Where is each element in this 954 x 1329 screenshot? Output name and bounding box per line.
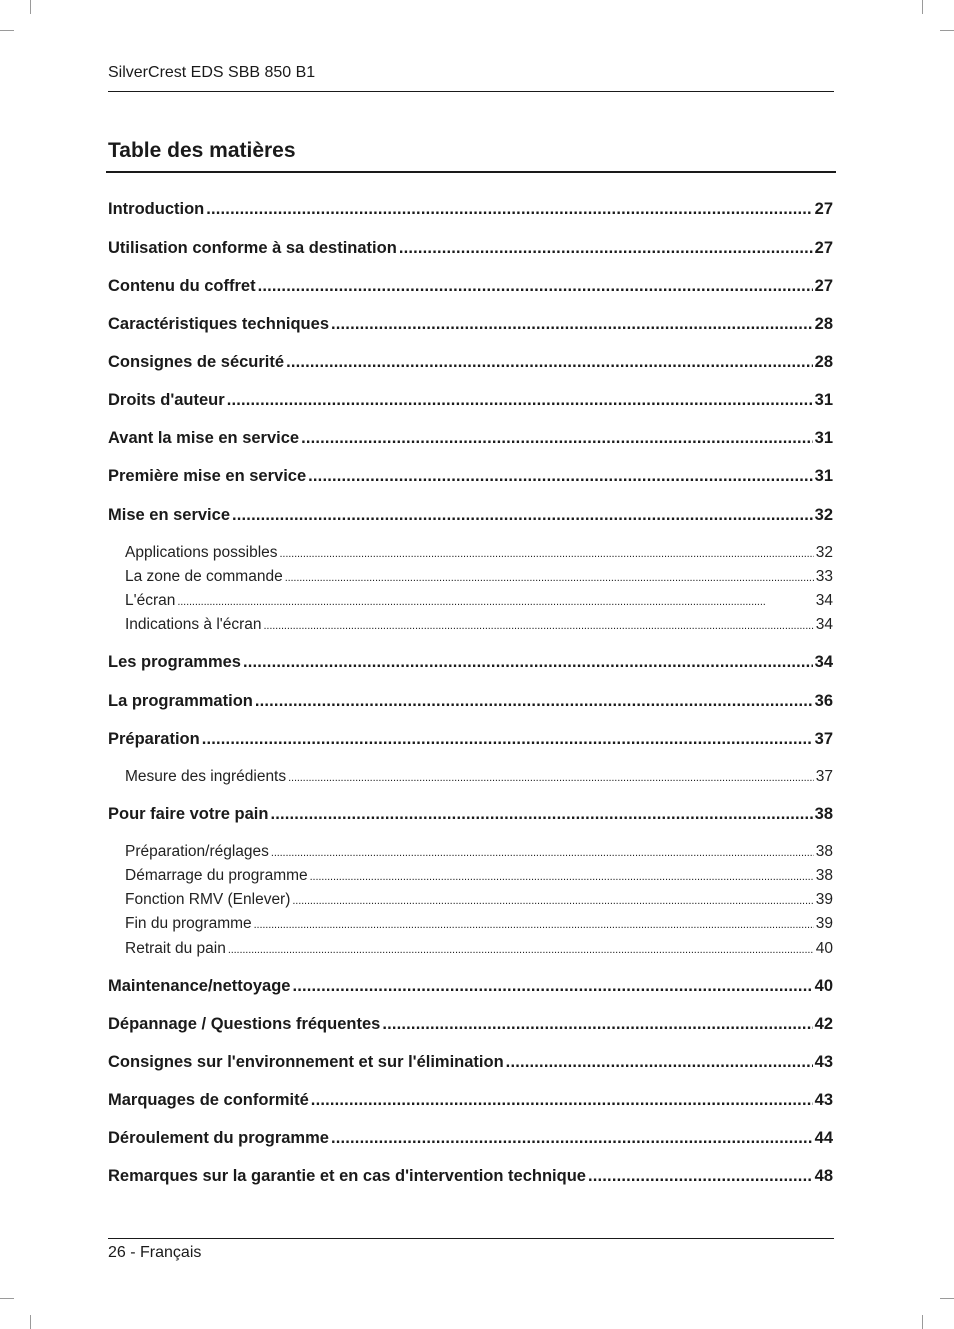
toc-entry-page-number: 32 [815,544,833,561]
dot-leader [301,429,813,448]
toc-entry-page-number: 31 [814,391,833,409]
dot-leader [228,944,814,956]
toc-entry-title: Première mise en service [108,467,307,485]
toc-entry[interactable] [108,1167,833,1186]
toc-entry-page-number: 39 [815,915,833,932]
toc-entry[interactable] [125,544,833,562]
toc-entry-title: Consignes de sécurité [108,353,285,371]
footer-divider [108,1238,834,1239]
crop-mark [922,1315,923,1329]
dot-leader [288,772,814,784]
toc-entry[interactable] [108,506,833,525]
header-divider [108,91,834,92]
toc-entry-page-number: 34 [815,592,833,609]
toc-entry-title: L'écran [125,592,176,609]
toc-entry[interactable] [108,1015,833,1034]
toc-entry[interactable] [108,315,833,334]
toc-entry[interactable] [108,805,833,824]
toc-entry-page-number: 39 [815,891,833,908]
toc-entry[interactable] [108,200,833,219]
dot-leader [331,1129,813,1148]
toc-entry-page-number: 33 [815,568,833,585]
toc-entry[interactable] [125,940,833,958]
toc-entry-page-number: 48 [814,1167,833,1185]
toc-entry[interactable] [108,730,833,749]
toc-entry-page-number: 38 [814,805,833,823]
toc-entry[interactable] [108,239,833,258]
toc-entry-page-number: 43 [814,1091,833,1109]
toc-entry-page-number: 27 [814,200,833,218]
toc-entry-page-number: 38 [815,843,833,860]
crop-mark [940,30,954,31]
dot-leader [280,548,814,560]
dot-leader [232,506,813,525]
toc-entry-page-number: 32 [814,506,833,524]
toc-entry-title: Déroulement du programme [108,1129,329,1147]
toc-entry-title: Retrait du pain [125,940,226,957]
dot-leader [264,620,814,632]
dot-leader [177,596,813,608]
toc-entry[interactable] [108,391,833,410]
toc-entry-title: Avant la mise en service [108,429,300,447]
toc-entry-title: Applications possibles [125,544,278,561]
dot-leader [202,730,813,749]
toc-entry-title: Caractéristiques techniques [108,315,329,333]
toc-entry[interactable] [125,616,833,634]
toc-entry-title: Maintenance/nettoyage [108,977,291,995]
dot-leader [271,847,814,859]
toc-entry-title: Contenu du coffret [108,277,256,295]
toc-entry[interactable] [125,568,833,586]
running-header: SilverCrest EDS SBB 850 B1 [108,64,316,81]
toc-entry-page-number: 34 [814,653,833,671]
dot-leader [258,277,813,296]
dot-leader [292,977,812,996]
dot-leader [285,572,814,584]
toc-entry-page-number: 27 [814,277,833,295]
toc-entry-title: Mesure des ingrédients [125,768,287,785]
dot-leader [310,871,814,883]
toc-entry[interactable] [125,843,833,861]
toc-heading: Table des matières [108,139,296,162]
toc-heading-divider [106,171,836,173]
toc-entry-title: Préparation/réglages [125,843,269,860]
toc-entry-page-number: 40 [815,940,833,957]
dot-leader [255,692,813,711]
toc-entry-title: Utilisation conforme à sa destination [108,239,397,257]
toc-entry[interactable] [108,692,833,711]
crop-mark [0,30,14,31]
page-footer: 26 - Français [108,1244,202,1261]
dot-leader [292,895,813,907]
toc-entry-page-number: 34 [815,616,833,633]
toc-entry-title: Démarrage du programme [125,867,308,884]
crop-mark [30,1315,31,1329]
toc-entry[interactable] [108,653,833,672]
toc-entry-title: Consignes sur l'environnement et sur l'élimination [108,1053,504,1071]
dot-leader [588,1167,813,1186]
dot-leader [331,315,813,334]
toc-entry-title: La zone de commande [125,568,283,585]
toc-entry-page-number: 31 [814,429,833,447]
toc-entry-title: Les programmes [108,653,241,671]
toc-entry[interactable] [108,467,833,486]
toc-entry[interactable] [108,277,833,296]
crop-mark [940,1298,954,1299]
toc-entry-page-number: 36 [814,692,833,710]
toc-entry[interactable] [108,353,833,372]
crop-mark [30,0,31,14]
dot-leader [206,200,812,219]
toc-entry-page-number: 38 [815,867,833,884]
toc-entry-page-number: 37 [815,768,833,785]
toc-entry-title: Remarques sur la garantie et en cas d'intervention technique [108,1167,586,1185]
toc-entry-title: Introduction [108,200,205,218]
toc-entry-page-number: 28 [814,353,833,371]
toc-entry[interactable] [125,867,833,885]
toc-entry-title: Mise en service [108,506,230,524]
toc-entry-page-number: 31 [814,467,833,485]
dot-leader [227,391,813,410]
toc-entry[interactable] [125,768,833,786]
dot-leader [311,1091,813,1110]
toc-entry-title: Droits d'auteur [108,391,225,409]
toc-entry[interactable] [108,1129,833,1148]
toc-entry[interactable] [108,1091,833,1110]
crop-mark [0,1298,14,1299]
toc-entry[interactable] [125,891,833,909]
toc-entry[interactable] [125,915,833,933]
toc-entry[interactable] [125,592,833,610]
toc-entry-page-number: 28 [814,315,833,333]
toc-entry[interactable] [108,1053,833,1072]
dot-leader [308,467,813,486]
toc-entry-page-number: 43 [814,1053,833,1071]
toc-entry-page-number: 37 [814,730,833,748]
dot-leader [254,919,814,931]
crop-mark [922,0,923,14]
dot-leader [243,653,813,672]
dot-leader [399,239,813,258]
toc-entry-page-number: 42 [814,1015,833,1033]
toc-entry[interactable] [108,977,833,996]
toc-entry-title: Dépannage / Questions fréquentes [108,1015,381,1033]
toc-entry[interactable] [108,429,833,448]
toc-entry-title: Marquages de conformité [108,1091,309,1109]
toc-entry-title: Fonction RMV (Enlever) [125,891,291,908]
dot-leader [270,805,812,824]
toc-entry-title: Indications à l'écran [125,616,262,633]
toc-entry-title: Préparation [108,730,200,748]
dot-leader [382,1015,812,1034]
toc-entry-title: La programmation [108,692,253,710]
toc-entry-title: Fin du programme [125,915,252,932]
dot-leader [506,1053,813,1072]
dot-leader [286,353,813,372]
toc-entry-page-number: 44 [814,1129,833,1147]
toc-entry-page-number: 40 [814,977,833,995]
toc-entry-title: Pour faire votre pain [108,805,269,823]
toc-entry-page-number: 27 [814,239,833,257]
